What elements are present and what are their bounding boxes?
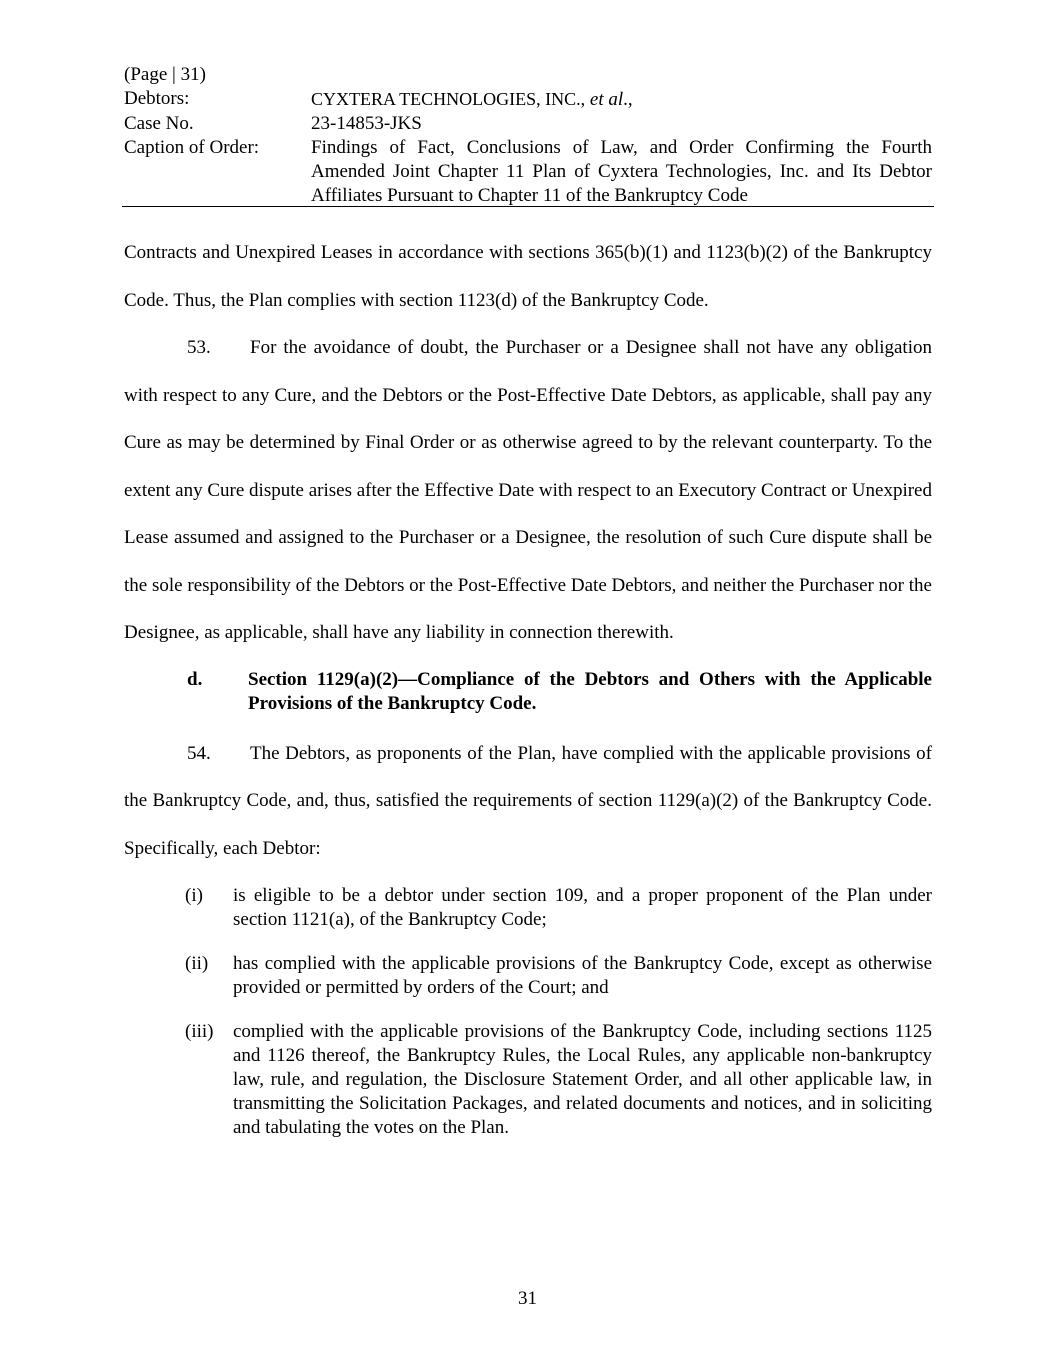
paragraph-53 <box>124 324 932 657</box>
header-divider <box>122 206 934 207</box>
caption-text: Findings of Fact, Conclusions of Law, and Order Confirming the Fourth Amended Joint Chapter 11 Plan of Cyxtera Technologies, Inc. and Its Debtor Affiliates Pursuant to Chapter 11 of the Bankruptcy Code <box>311 137 932 206</box>
caption-row <box>124 136 932 208</box>
case-label: Case No. <box>124 113 194 134</box>
debtors-row <box>124 87 932 112</box>
debtors-suffix: et al <box>589 89 624 110</box>
page-reference: (Page | 31) <box>124 64 206 85</box>
debtors-tail: ., <box>623 89 633 110</box>
paragraph-54 <box>124 730 932 873</box>
debtors-label: Debtors: <box>124 88 190 109</box>
case-number: 23-14853-JKS <box>311 113 422 134</box>
list-item-text: complied with the applicable provisions of the Bankruptcy Code, including sections 1125 and 1126 thereof, the Bankruptcy Rules, the Local Rules, any applicable non-bankruptcy law, rule, and regulation, the Disclosure Statement Order, and all other applicable law, in transmitting the Solicitation Packages, and related documents and notices, and in soliciting and tabulating the votes on the Plan. <box>233 1021 932 1138</box>
list-marker: (i) <box>185 885 203 906</box>
section-heading <box>124 668 932 716</box>
list-item <box>185 952 932 1000</box>
list-marker: (ii) <box>185 953 209 974</box>
list-marker: (iii) <box>185 1021 214 1042</box>
debtors-value <box>311 87 932 112</box>
requirements-list <box>124 884 932 1140</box>
document-body <box>124 229 932 1160</box>
list-item-text: is eligible to be a debtor under section 109, and a proper proponent of the Plan under section 1121(a), of the Bankruptcy Code; <box>233 885 932 930</box>
list-item <box>185 884 932 932</box>
paragraph-text: The Debtors, as proponents of the Plan, have complied with the applicable provisions of the Bankruptcy Code, and, thus, satisfied the requirements of section 1129(a)(2) of the Bankruptcy Code. Specifically, each Debtor: <box>124 742 932 859</box>
section-heading-letter: d. <box>187 668 203 690</box>
section-heading-text: Section 1129(a)(2)—Compliance of the Debtors and Others with the Applicable Provisions of the Bankruptcy Code. <box>248 668 932 714</box>
list-item <box>185 1020 932 1140</box>
list-item-text: has complied with the applicable provisions of the Bankruptcy Code, except as otherwise provided or permitted by orders of the Court; and <box>233 953 932 998</box>
page-header <box>124 63 932 208</box>
page-number: 31 <box>518 1288 537 1309</box>
case-row <box>124 112 932 136</box>
paragraph-number: 53. <box>187 337 211 358</box>
continuation-paragraph: Contracts and Unexpired Leases in accordance with sections 365(b)(1) and 1123(b)(2) of the Bankruptcy Code. Thus, the Plan complies with section 1123(d) of the Bankruptcy Code. <box>124 242 932 311</box>
paragraph-number: 54. <box>187 742 211 764</box>
paragraph-text: For the avoidance of doubt, the Purchaser or a Designee shall not have any obligation with respect to any Cure, and the Debtors or the Post-Effective Date Debtors, as applicable, shall pay any Cure as may be determined by Final Order or as otherwise agreed to by the relevant counterparty. To the extent any Cure dispute arises after the Effective Date with respect to an Executory Contract or Unexpired Lease assumed and assigned to the Purchaser or a Designee, the resolution of such Cure dispute shall be the sole responsibility of the Debtors or the Post-Effective Date Debtors, and neither the Purchaser nor the Designee, as applicable, shall have any liability in connection therewith. <box>124 337 932 643</box>
debtors-name: CYXTERA TECHNOLOGIES, INC., <box>311 89 586 109</box>
caption-label: Caption of Order: <box>124 137 260 158</box>
